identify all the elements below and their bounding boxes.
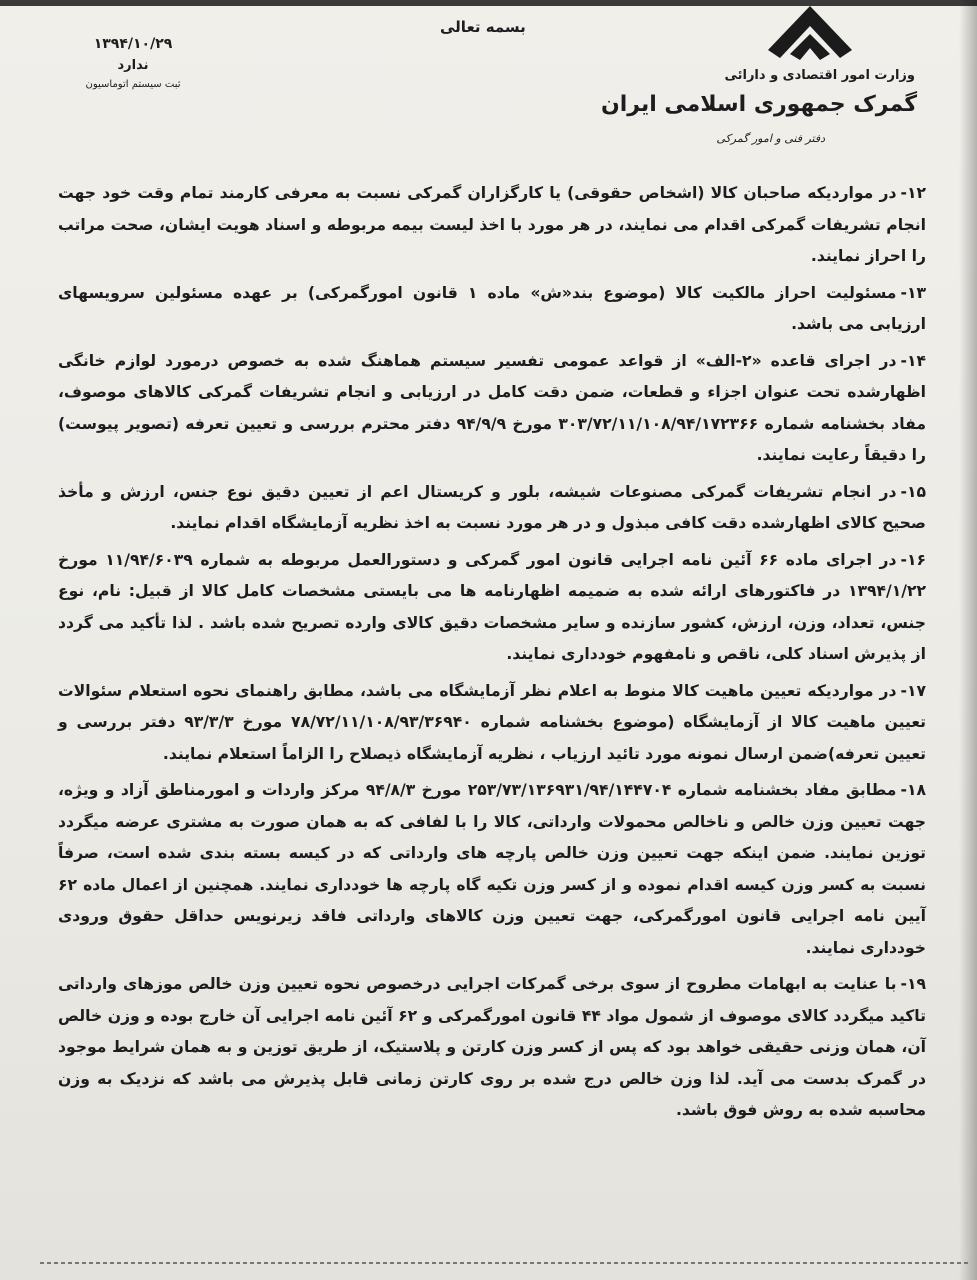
directive-item: ۱۸-مطابق مفاد بخشنامه شماره ۲۵۳/۷۳/۱۳۶۹۳۱/۹۴/۱۴۴۷۰۴ مورخ ۹۴/۸/۳ مرکز واردات و امورمناطق آزاد و ویژه، جهت تعیین وزن خالص و ناخالص محمولات وارداتی، کالا را با لفافی که به همان صورت به مشتری عرضه میگردد توزین نمایند. ضمن اینکه جهت تعیین وزن خالص پارچه های وارداتی که در کیسه بسته بندی شده است، صرفاً نسبت به کسر وزن کیسه اقدام نموده و از کسر وزن تکیه گاه پارچه ها خودداری نمایند. همچنین از اعمال ماده ۶۲ آیین نامه اجرایی قانون امورگمرکی، جهت تعیین وزن کالاهای وارداتی فاقد زیرنویس حداقل حقوق ورودی خودداری نمایند.: [58, 781, 926, 957]
ministry-name: وزارت امور اقتصادی و دارائی: [724, 68, 915, 83]
page-edge-shadow: [959, 0, 977, 1280]
directive-item: ۱۷-در مواردیکه تعیین ماهیت کالا منوط به اعلام نظر آزمایشگاه می باشد، مطابق راهنمای نحوه استعلام سئوالات تعیین ماهیت کالا از آزمایشگاه (موضوع بخشنامه شماره ۷۸/۷۲/۱۱/۱۰۸/۹۳/۳۶۹۴۰ مورخ ۹۳/۳/۳ دفتر بررسی و تعیین تعرفه)ضمن ارسال نمونه مورد تائید ارزیاب ، نظریه آزمایشگاه ذیصلاح را الزاماً استعلام نمایند.: [58, 681, 927, 763]
directive-item: ۱۶-در اجرای ماده ۶۶ آئین نامه اجرایی قانون امور گمرکی و دستورالعمل مربوطه به شماره ۱۱/۹۴/۶۰۳۹ مورخ ۱۳۹۴/۱/۲۲ در فاکتورهای ارائه شده به ضمیمه اظهارنامه ها می بایستی مشخصات کامل کالا از قبیل: نام، نوع جنس، تعداد، وزن، ارزش، کشور سازنده و سایر مشخصات دقیق کالای وارده تصریح شده باشد . لذا تأکید می گردد از پذیرش اسناد کلی، ناقص و نامفهوم خودداری نمایند.: [58, 550, 927, 663]
customs-logo-icon: [760, 2, 860, 62]
directive-items: [58, 178, 926, 1132]
directive-item: ۱۳-مسئولیت احراز مالکیت کالا (موضوع بند«ش» ماده ۱ قانون امورگمرکی) بر عهده مسئولین سرویسهای ارزیابی می باشد.: [58, 283, 926, 333]
letter-date: ۱۳۹۴/۱۰/۲۹: [93, 36, 173, 52]
directive-item: ۱۹-با عنایت به ابهامات مطروح از سوی برخی گمرکات اجرایی درخصوص نحوه تعیین وزن خالص موزهای وارداتی تاکید میگردد کالای موصوف از شمول مواد ۴۴ قانون امورگمرکی و ۶۲ آئین نامه اجرایی آن خارج بوده و وزن خالص آن، همان وزنی حقیقی خواهد بود که پس از کسر وزن کارتن و پلاستیک، از طریق توزین و به همان شرایط موجود در گمرک بدست می آید. لذا وزن خالص درج شده بر روی کارتن زمانی قابل پذیرش می باشد که نزدیک به وزن محاسبه شده به روش فوق باشد.: [58, 975, 926, 1119]
organization-name: گمرک جمهوری اسلامی ایران: [600, 92, 917, 117]
footer-rule: [40, 1262, 970, 1264]
letter-meta: [58, 36, 208, 90]
directive-item: ۱۴-در اجرای قاعده «۲-الف» از قواعد عمومی تفسیر سیستم هماهنگ شده به خصوص درمورد لوازم خانگی اظهارشده تحت عنوان اجزاء و قطعات، ضمن دقت کامل در ارزیابی و انجام تشریفات گمرکی کالاهای موصوف، مفاد بخشنامه شماره ۳۰۳/۷۲/۱۱/۱۰۸/۹۴/۱۷۲۳۶۶ مورخ ۹۴/۹/۹ دفتر محترم بررسی و تعیین تعرفه (تصویر پیوست) را دقیقاً رعایت نمایند.: [58, 351, 926, 464]
bismillah-heading: بسمه تعالی: [440, 18, 526, 36]
registration-note: ثبت سیستم اتوماسیون: [85, 79, 181, 90]
office-name: دفتر فنی و امور گمرکی: [716, 132, 825, 145]
directive-item: ۱۲-در مواردیکه صاحبان کالا (اشخاص حقوقی) یا کارگزاران گمرکی نسبت به معرفی کارمند تمام وقت خود جهت انجام تشریفات گمرکی اقدام می نمایند، در هر مورد با اخذ لیست بیمه مربوطه و اسناد هویت ایشان، صحت مراتب را احراز نمایند.: [58, 184, 926, 265]
directive-item: ۱۵-در انجام تشریفات گمرکی مصنوعات شیشه، بلور و کریستال اعم از تعیین دقیق نوع جنس، ارزش و مأخذ صحیح کالای اظهارشده دقت کافی مبذول و در هر مورد نسبت به اخذ نظریه آزمایشگاه اقدام نمایند.: [58, 482, 926, 532]
attachment-status: ندارد: [117, 58, 149, 73]
